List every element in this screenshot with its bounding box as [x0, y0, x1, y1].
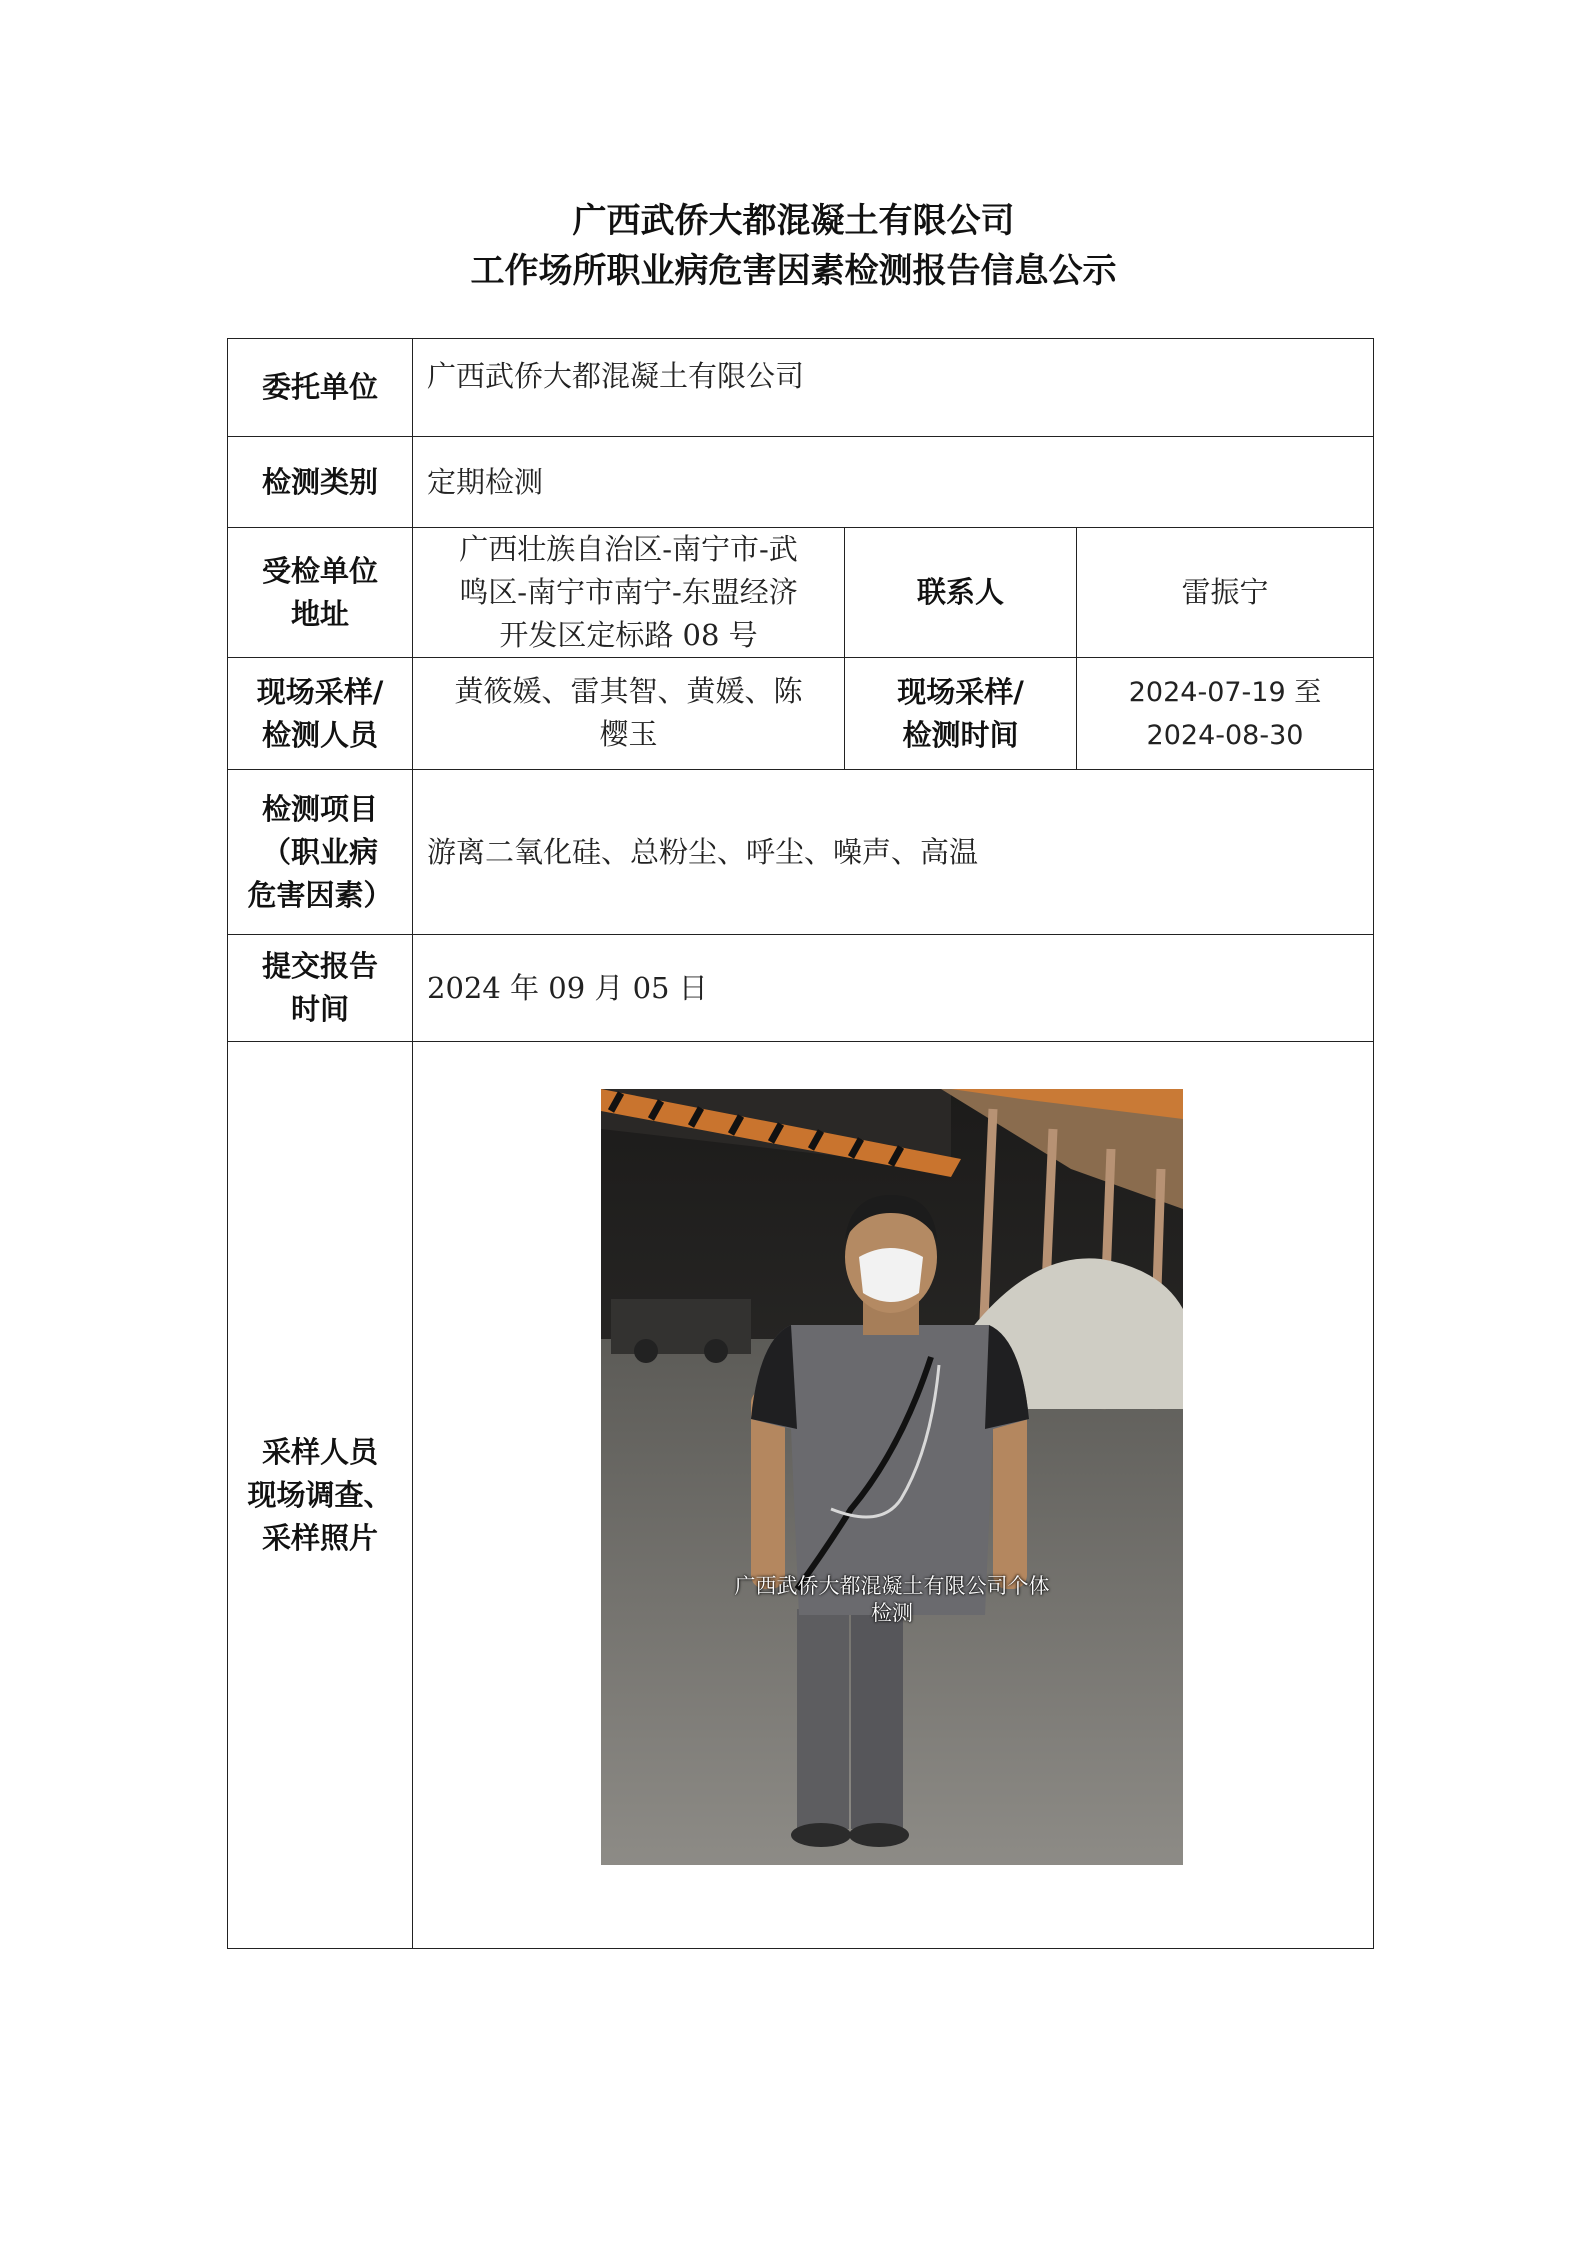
photo-label-line1: 采样人员 — [261, 1434, 378, 1469]
row-address — [228, 528, 1374, 658]
sampling-time-label-line2: 检测时间 — [902, 717, 1019, 752]
category-label: 检测类别 — [228, 437, 413, 528]
address-label — [228, 528, 413, 658]
address-value-line3: 开发区定标路 08 号 — [499, 618, 758, 652]
sampling-time-value — [1077, 658, 1374, 770]
submit-label — [228, 935, 413, 1042]
address-label-line1: 受检单位 — [261, 553, 378, 588]
sampling-time-label-line1: 现场采样/ — [897, 674, 1024, 709]
row-client — [228, 339, 1374, 437]
photo-caption — [601, 1573, 1183, 1627]
row-staff — [228, 658, 1374, 770]
submit-label-line2: 时间 — [290, 992, 349, 1026]
sampling-time-start: 2024-07-19 至 — [1128, 676, 1322, 708]
photo-cell — [413, 1042, 1374, 1949]
staff-label-line2: 检测人员 — [261, 717, 378, 752]
sampling-photo-illustration — [601, 1089, 1183, 1865]
staff-value-line2: 樱玉 — [599, 717, 658, 751]
sampling-photo — [601, 1089, 1183, 1865]
category-value: 定期检测 — [413, 437, 1374, 528]
staff-value-line1: 黄筱媛、雷其智、黄媛、陈 — [454, 674, 803, 708]
address-value — [413, 528, 845, 658]
row-category — [228, 437, 1374, 528]
sampling-time-end: 2024-08-30 — [1146, 719, 1304, 751]
address-label-line2: 地址 — [290, 596, 349, 631]
staff-value — [413, 658, 845, 770]
photo-caption-line1: 广西武侨大都混凝土有限公司个体 — [734, 1574, 1050, 1598]
photo-caption-line2: 检测 — [871, 1601, 913, 1625]
sampling-time-label — [845, 658, 1077, 770]
client-label: 委托单位 — [228, 339, 413, 437]
submit-value: 2024 年 09 月 05 日 — [413, 935, 1374, 1042]
items-label-line1: 检测项目 — [261, 791, 378, 826]
address-value-line1: 广西壮族自治区-南宁市-武 — [459, 532, 798, 566]
contact-value: 雷振宁 — [1077, 528, 1374, 658]
document-title-company: 广西武侨大都混凝土有限公司 — [572, 201, 1015, 241]
info-table — [227, 338, 1374, 1949]
items-label — [228, 770, 413, 935]
row-photo — [228, 1042, 1374, 1949]
staff-label-line1: 现场采样/ — [256, 674, 384, 709]
document-title-subject: 工作场所职业病危害因素检测报告信息公示 — [470, 251, 1117, 291]
items-value: 游离二氧化硅、总粉尘、呼尘、噪声、高温 — [413, 770, 1374, 935]
items-label-line2: （职业病 — [261, 834, 378, 869]
row-items — [228, 770, 1374, 935]
row-submit — [228, 935, 1374, 1042]
photo-label — [228, 1042, 413, 1949]
items-label-line3: 危害因素） — [247, 877, 393, 912]
contact-label: 联系人 — [845, 528, 1077, 658]
address-value-line2: 鸣区-南宁市南宁-东盟经济 — [459, 575, 798, 609]
submit-label-line1: 提交报告 — [261, 949, 378, 983]
photo-label-line3: 采样照片 — [261, 1520, 378, 1555]
photo-label-line2: 现场调查、 — [247, 1477, 393, 1512]
client-value: 广西武侨大都混凝土有限公司 — [413, 339, 1374, 437]
staff-label — [228, 658, 413, 770]
